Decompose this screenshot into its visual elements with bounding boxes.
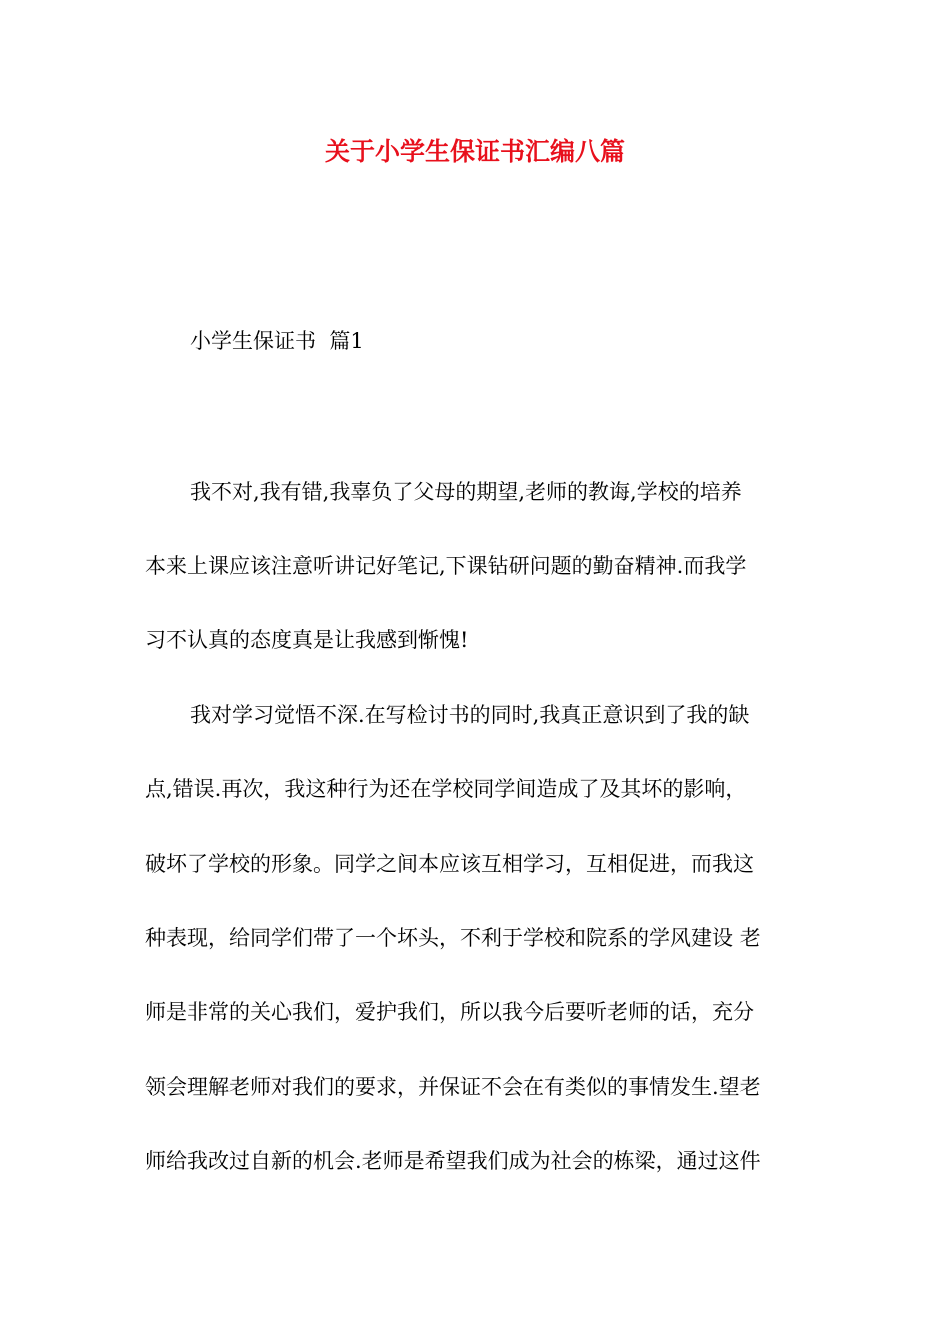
section-heading: 小学生保证书 篇1 [190, 329, 364, 353]
paragraph-line: 我对学习觉悟不深.在写检讨书的同时,我真正意识到了我的缺 [190, 703, 750, 727]
document-title: 关于小学生保证书汇编八篇 [324, 137, 625, 166]
paragraph-line: 习不认真的态度真是让我感到惭愧! [145, 628, 469, 652]
paragraph-line: 师是非常的关心我们，爱护我们，所以我今后要听老师的话，充分 [145, 1000, 754, 1024]
paragraph-line: 领会理解老师对我们的要求，并保证不会在有类似的事情发生.望老 [145, 1075, 761, 1099]
paragraph-line: 种表现，给同学们带了一个坏头，不利于学校和院系的学风建设 老 [145, 926, 761, 950]
paragraph-line: 破坏了学校的形象。同学之间本应该互相学习，互相促进，而我这 [145, 852, 754, 876]
paragraph-line: 我不对,我有错,我辜负了父母的期望,老师的教诲,学校的培养 [190, 480, 742, 504]
paragraph-line: 本来上课应该注意听讲记好笔记,下课钻研问题的勤奋精神.而我学 [145, 554, 747, 578]
paragraph-line: 点,错误.再次，我这种行为还在学校同学间造成了及其坏的影响， [145, 777, 747, 801]
paragraph-line: 师给我改过自新的机会.老师是希望我们成为社会的栋梁，通过这件 [145, 1149, 761, 1173]
